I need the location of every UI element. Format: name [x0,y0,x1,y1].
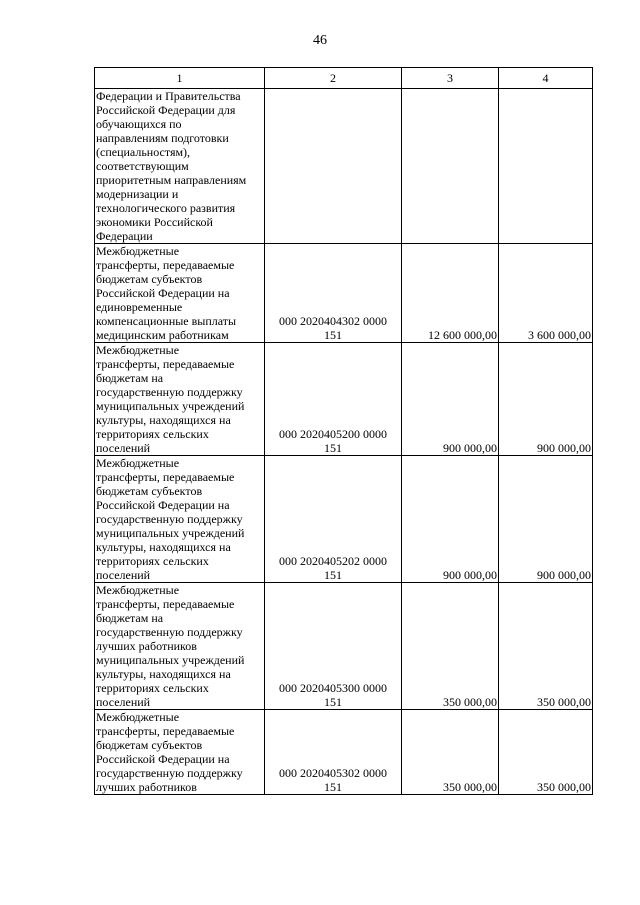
table-row [95,244,593,343]
table-header-row [95,68,593,89]
row-description: Межбюджетные трансферты, передаваемые бюджетам субъектов Российской Федерации на государственную поддержку муниципальных учреждений культуры, находящихся на территориях сельских поселений [95,456,265,583]
budget-table [94,67,593,795]
page-number: 46 [313,33,327,48]
row-code: 000 2020404302 0000 151 [265,244,402,343]
row-value-col3: 12 600 000,00 [402,244,499,343]
row-value-col3 [402,89,499,244]
row-description: Межбюджетные трансферты, передаваемые бюджетам субъектов Российской Федерации на единовременные компенсационные выплаты медицинским работникам [95,244,265,343]
row-value-col3: 900 000,00 [402,343,499,456]
row-description: Межбюджетные трансферты, передаваемые бюджетам субъектов Российской Федерации на государственную поддержку лучших работников [95,710,265,795]
row-code: 000 2020405200 0000 151 [265,343,402,456]
row-value-col4: 3 600 000,00 [499,244,593,343]
column-header-4: 4 [499,68,593,89]
row-code: 000 2020405300 0000 151 [265,583,402,710]
row-code [265,89,402,244]
column-header-2: 2 [265,68,402,89]
table-row [95,456,593,583]
row-code: 000 2020405302 0000 151 [265,710,402,795]
column-header-1: 1 [95,68,265,89]
row-value-col4: 350 000,00 [499,583,593,710]
table-row [95,710,593,795]
row-value-col4: 900 000,00 [499,343,593,456]
row-value-col3: 350 000,00 [402,710,499,795]
row-description: Федерации и Правительства Российской Федерации для обучающихся по направлениям подготовки (специальностям), соответствующим приоритетным направлениям модернизации и технологического развития экономики Российской Федерации [95,89,265,244]
row-value-col3: 900 000,00 [402,456,499,583]
table-row [95,583,593,710]
row-value-col3: 350 000,00 [402,583,499,710]
column-header-3: 3 [402,68,499,89]
row-value-col4: 900 000,00 [499,456,593,583]
row-description: Межбюджетные трансферты, передаваемые бюджетам на государственную поддержку муниципальных учреждений культуры, находящихся на территориях сельских поселений [95,343,265,456]
table-row [95,89,593,244]
row-code: 000 2020405202 0000 151 [265,456,402,583]
row-value-col4 [499,89,593,244]
row-description: Межбюджетные трансферты, передаваемые бюджетам на государственную поддержку лучших работников муниципальных учреждений культуры, находящихся на территориях сельских поселений [95,583,265,710]
table-row [95,343,593,456]
row-value-col4: 350 000,00 [499,710,593,795]
